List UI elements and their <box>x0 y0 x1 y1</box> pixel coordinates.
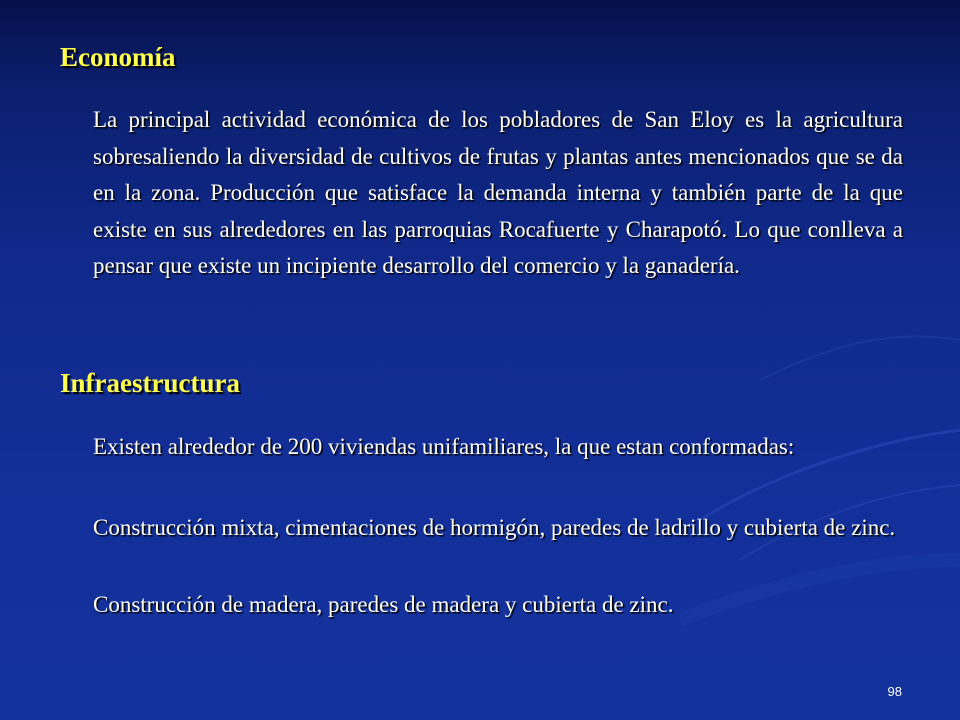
infrastructure-intro: Existen alrededor de 200 viviendas unifamiliares, la que estan conformadas: <box>93 434 795 459</box>
economy-paragraph: La principal actividad económica de los pobladores de San Eloy es la agricultura sobresaliendo la diversidad de cultivos de frutas y plantas antes mencionados que se da en la zona. Producción que satisface la demanda interna y también parte de la que existe en sus alrededores en las parroquias Rocafuerte y Charapotó. Lo que conlleva a pensar que existe un incipiente desarrollo del comercio y la ganadería. <box>93 107 903 278</box>
infrastructure-heading: Infraestructura <box>60 368 240 398</box>
mixed-construction-item: Construcción mixta, cimentaciones de hormigón, paredes de ladrillo y cubierta de zinc. <box>93 515 896 540</box>
wood-construction-item: Construcción de madera, paredes de madera y cubierta de zinc. <box>93 592 674 617</box>
economy-heading: Economía <box>60 42 176 72</box>
page-number: 98 <box>887 684 902 699</box>
